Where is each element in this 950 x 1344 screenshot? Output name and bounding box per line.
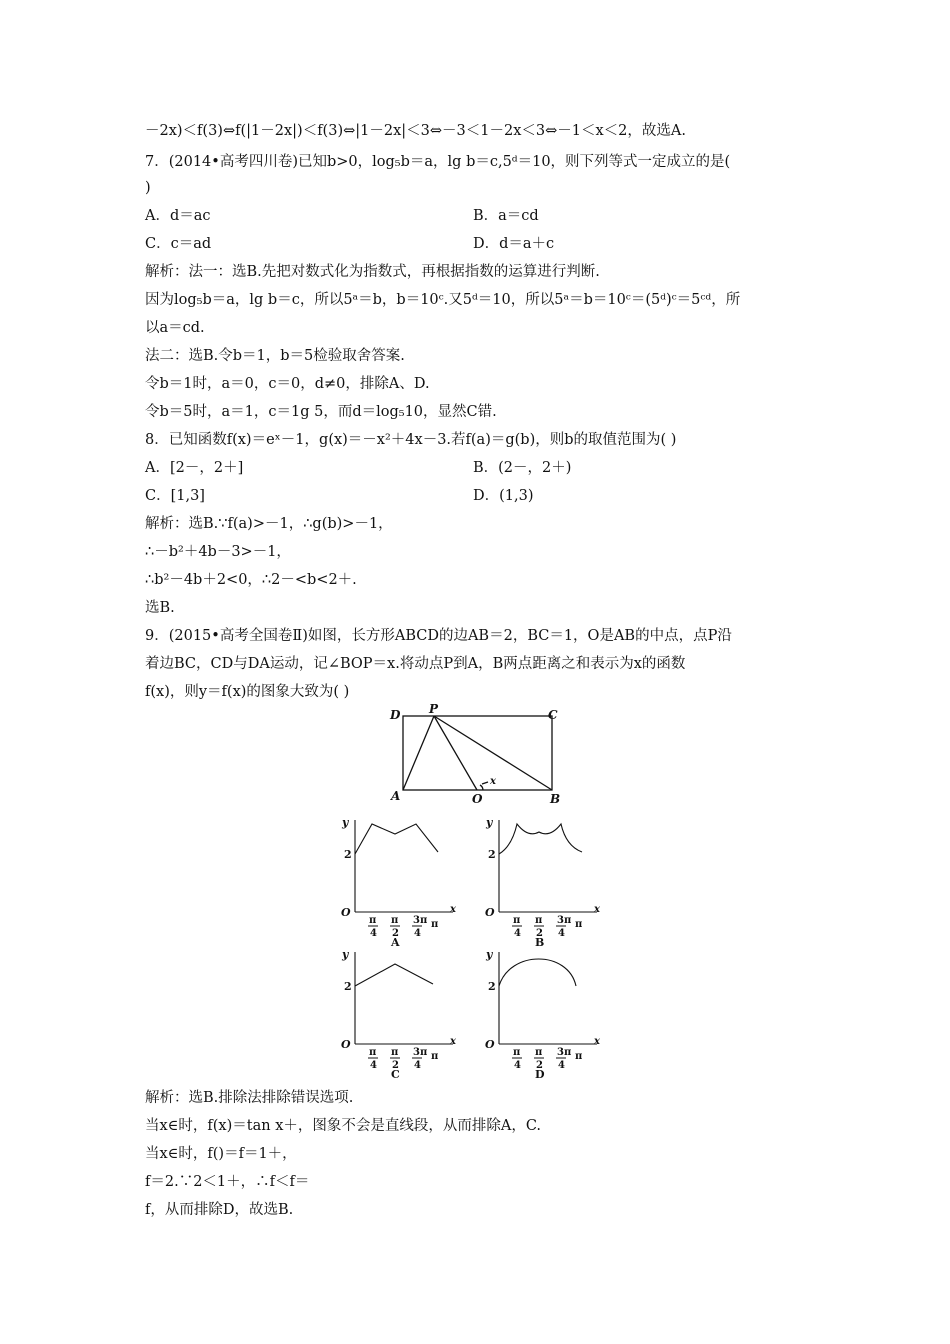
tick-denominator: 4 — [558, 1060, 565, 1071]
graph-a — [338, 814, 468, 946]
tick-denominator: 4 — [558, 928, 565, 939]
graph-caption: D — [535, 1068, 545, 1081]
q7-option-c: C．c＝ad — [145, 236, 212, 252]
question-7-stem-end: ) — [145, 180, 151, 196]
q7-solution-6: 令b＝5时，a＝1，c＝1g 5，而d＝log₅10，显然C错. — [145, 404, 497, 420]
tick-numerator: π — [369, 915, 377, 926]
q8-solution-4: 选B. — [145, 600, 175, 616]
text-line-1: －2x)＜f(3)⇔f(|1－2x|)＜f(3)⇔|1－2x|＜3⇔－3＜1－2x＜3⇔－1＜x＜2，故选A. — [145, 123, 686, 139]
graph-caption: B — [535, 936, 545, 946]
rectangle-abcd — [403, 716, 552, 790]
origin-label: O — [341, 906, 351, 919]
angle-arc — [480, 785, 483, 790]
tick-pi: π — [431, 1051, 439, 1062]
q9-solution-1: 解析：选B.排除法排除错误选项. — [145, 1090, 354, 1106]
q7-solution-4: 法二：选B.令b＝1，b＝5检验取舍答案. — [145, 348, 405, 364]
graph-b — [482, 814, 612, 946]
tick-numerator: π — [513, 915, 521, 926]
q8-option-d: D．(1,3) — [473, 488, 534, 504]
y-axis-label: y — [342, 948, 349, 961]
y-tick-2: 2 — [344, 848, 352, 861]
tick-denominator: 2 — [536, 928, 543, 939]
y-axis-label: y — [342, 816, 349, 829]
q7-solution-1: 解析：法一：选B.先把对数式化为指数式，再根据指数的运算进行判断. — [145, 264, 600, 280]
curve-a — [355, 824, 438, 854]
tick-denominator: 4 — [414, 1060, 421, 1071]
question-9-stem-2: 着边BC，CD与DA运动，记∠BOP＝x.将动点P到A，B两点距离之和表示为x的函数 — [145, 656, 686, 672]
origin-label: O — [485, 906, 495, 919]
q9-solution-4: f＝2.∵2＜1＋，∴f＜f＝ — [145, 1174, 310, 1190]
label-b: B — [550, 792, 561, 806]
label-o: O — [472, 792, 483, 806]
question-9-stem-1: 9．(2015•高考全国卷Ⅱ)如图，长方形ABCD的边AB＝2，BC＝1，O是AB的中点，点P沿 — [145, 628, 732, 644]
q7-solution-5: 令b＝1时，a＝0，c＝0，d≠0，排除A、D. — [145, 376, 430, 392]
q8-solution-1: 解析：选B.∵f(a)>－1，∴g(b)>－1， — [145, 516, 393, 532]
tick-pi: π — [575, 919, 583, 930]
tick-denominator: 4 — [370, 1060, 377, 1071]
tick-denominator: 4 — [370, 928, 377, 939]
tick-pi: π — [431, 919, 439, 930]
segment-ap — [403, 716, 434, 790]
q7-solution-2: 因为log₅b＝a，lg b＝c，所以5ᵃ＝b，b＝10ᶜ.又5ᵈ＝10，所以5ᵃ＝b＝10ᶜ＝(5ᵈ)ᶜ＝5ᶜᵈ，所 — [145, 292, 741, 308]
rectangle-figure — [380, 702, 580, 810]
label-p: P — [429, 702, 439, 716]
q7-solution-3: 以a＝cd. — [145, 320, 205, 336]
angle-pointer — [482, 782, 488, 784]
y-axis-label: y — [486, 948, 493, 961]
q8-option-c: C．[1,3] — [145, 488, 205, 504]
tick-denominator: 2 — [392, 928, 399, 939]
tick-pi: π — [575, 1051, 583, 1062]
q8-solution-2: ∴－b²＋4b－3>－1， — [145, 544, 291, 560]
curve-b — [499, 824, 582, 854]
label-c: C — [548, 708, 558, 722]
graph-c — [338, 946, 468, 1084]
q7-option-b: B．a＝cd — [473, 208, 539, 224]
tick-numerator: 3π — [413, 915, 428, 926]
graph-caption: A — [391, 936, 400, 946]
label-x: x — [490, 776, 496, 787]
tick-numerator: π — [513, 1047, 521, 1058]
q9-solution-5: f，从而排除D，故选B. — [145, 1202, 294, 1218]
tick-denominator: 2 — [536, 1060, 543, 1071]
graph-caption: C — [391, 1068, 400, 1081]
y-tick-2: 2 — [344, 980, 352, 993]
tick-numerator: π — [369, 1047, 377, 1058]
q8-solution-3: ∴b²－4b＋2<0，∴2－<b<2＋. — [145, 572, 357, 588]
question-9-stem-3: f(x)，则y＝f(x)的图象大致为( ) — [145, 684, 350, 700]
tick-numerator: 3π — [413, 1047, 428, 1058]
origin-label: O — [341, 1038, 351, 1051]
tick-denominator: 4 — [514, 928, 521, 939]
label-a: A — [391, 789, 401, 803]
segment-op — [434, 716, 477, 790]
tick-numerator: π — [391, 1047, 399, 1058]
label-d: D — [390, 708, 401, 722]
graph-d — [482, 946, 612, 1084]
tick-numerator: π — [535, 915, 543, 926]
x-axis-label: x — [594, 1036, 600, 1047]
q8-option-b: B．(2－，2＋) — [473, 460, 572, 476]
x-axis-label: x — [594, 904, 600, 915]
q9-solution-2: 当x∈时，f(x)＝tan x＋，图象不会是直线段，从而排除A，C. — [145, 1118, 542, 1134]
q8-option-a: A．[2－，2＋] — [145, 460, 244, 476]
tick-numerator: 3π — [557, 915, 572, 926]
q7-option-a: A．d＝ac — [145, 208, 211, 224]
x-axis-label: x — [450, 1036, 456, 1047]
curve-d — [499, 959, 576, 986]
curve-c — [355, 964, 433, 986]
origin-label: O — [485, 1038, 495, 1051]
y-tick-2: 2 — [488, 980, 496, 993]
q9-solution-3: 当x∈时，f()＝f＝1＋， — [145, 1146, 297, 1162]
y-tick-2: 2 — [488, 848, 496, 861]
tick-numerator: π — [391, 915, 399, 926]
tick-numerator: 3π — [557, 1047, 572, 1058]
question-7-stem: 7．(2014•高考四川卷)已知b>0，log₅b＝a，lg b＝c,5ᵈ＝10，则下列等式一定成立的是( — [145, 154, 731, 170]
question-8-stem: 8．已知函数f(x)＝eˣ－1，g(x)＝－x²＋4x－3.若f(a)＝g(b)，则b的取值范围为( ) — [145, 432, 677, 448]
tick-numerator: π — [535, 1047, 543, 1058]
tick-denominator: 4 — [514, 1060, 521, 1071]
x-axis-label: x — [450, 904, 456, 915]
tick-denominator: 2 — [392, 1060, 399, 1071]
tick-denominator: 4 — [414, 928, 421, 939]
q7-option-d: D．d＝a＋c — [473, 236, 555, 252]
y-axis-label: y — [486, 816, 493, 829]
